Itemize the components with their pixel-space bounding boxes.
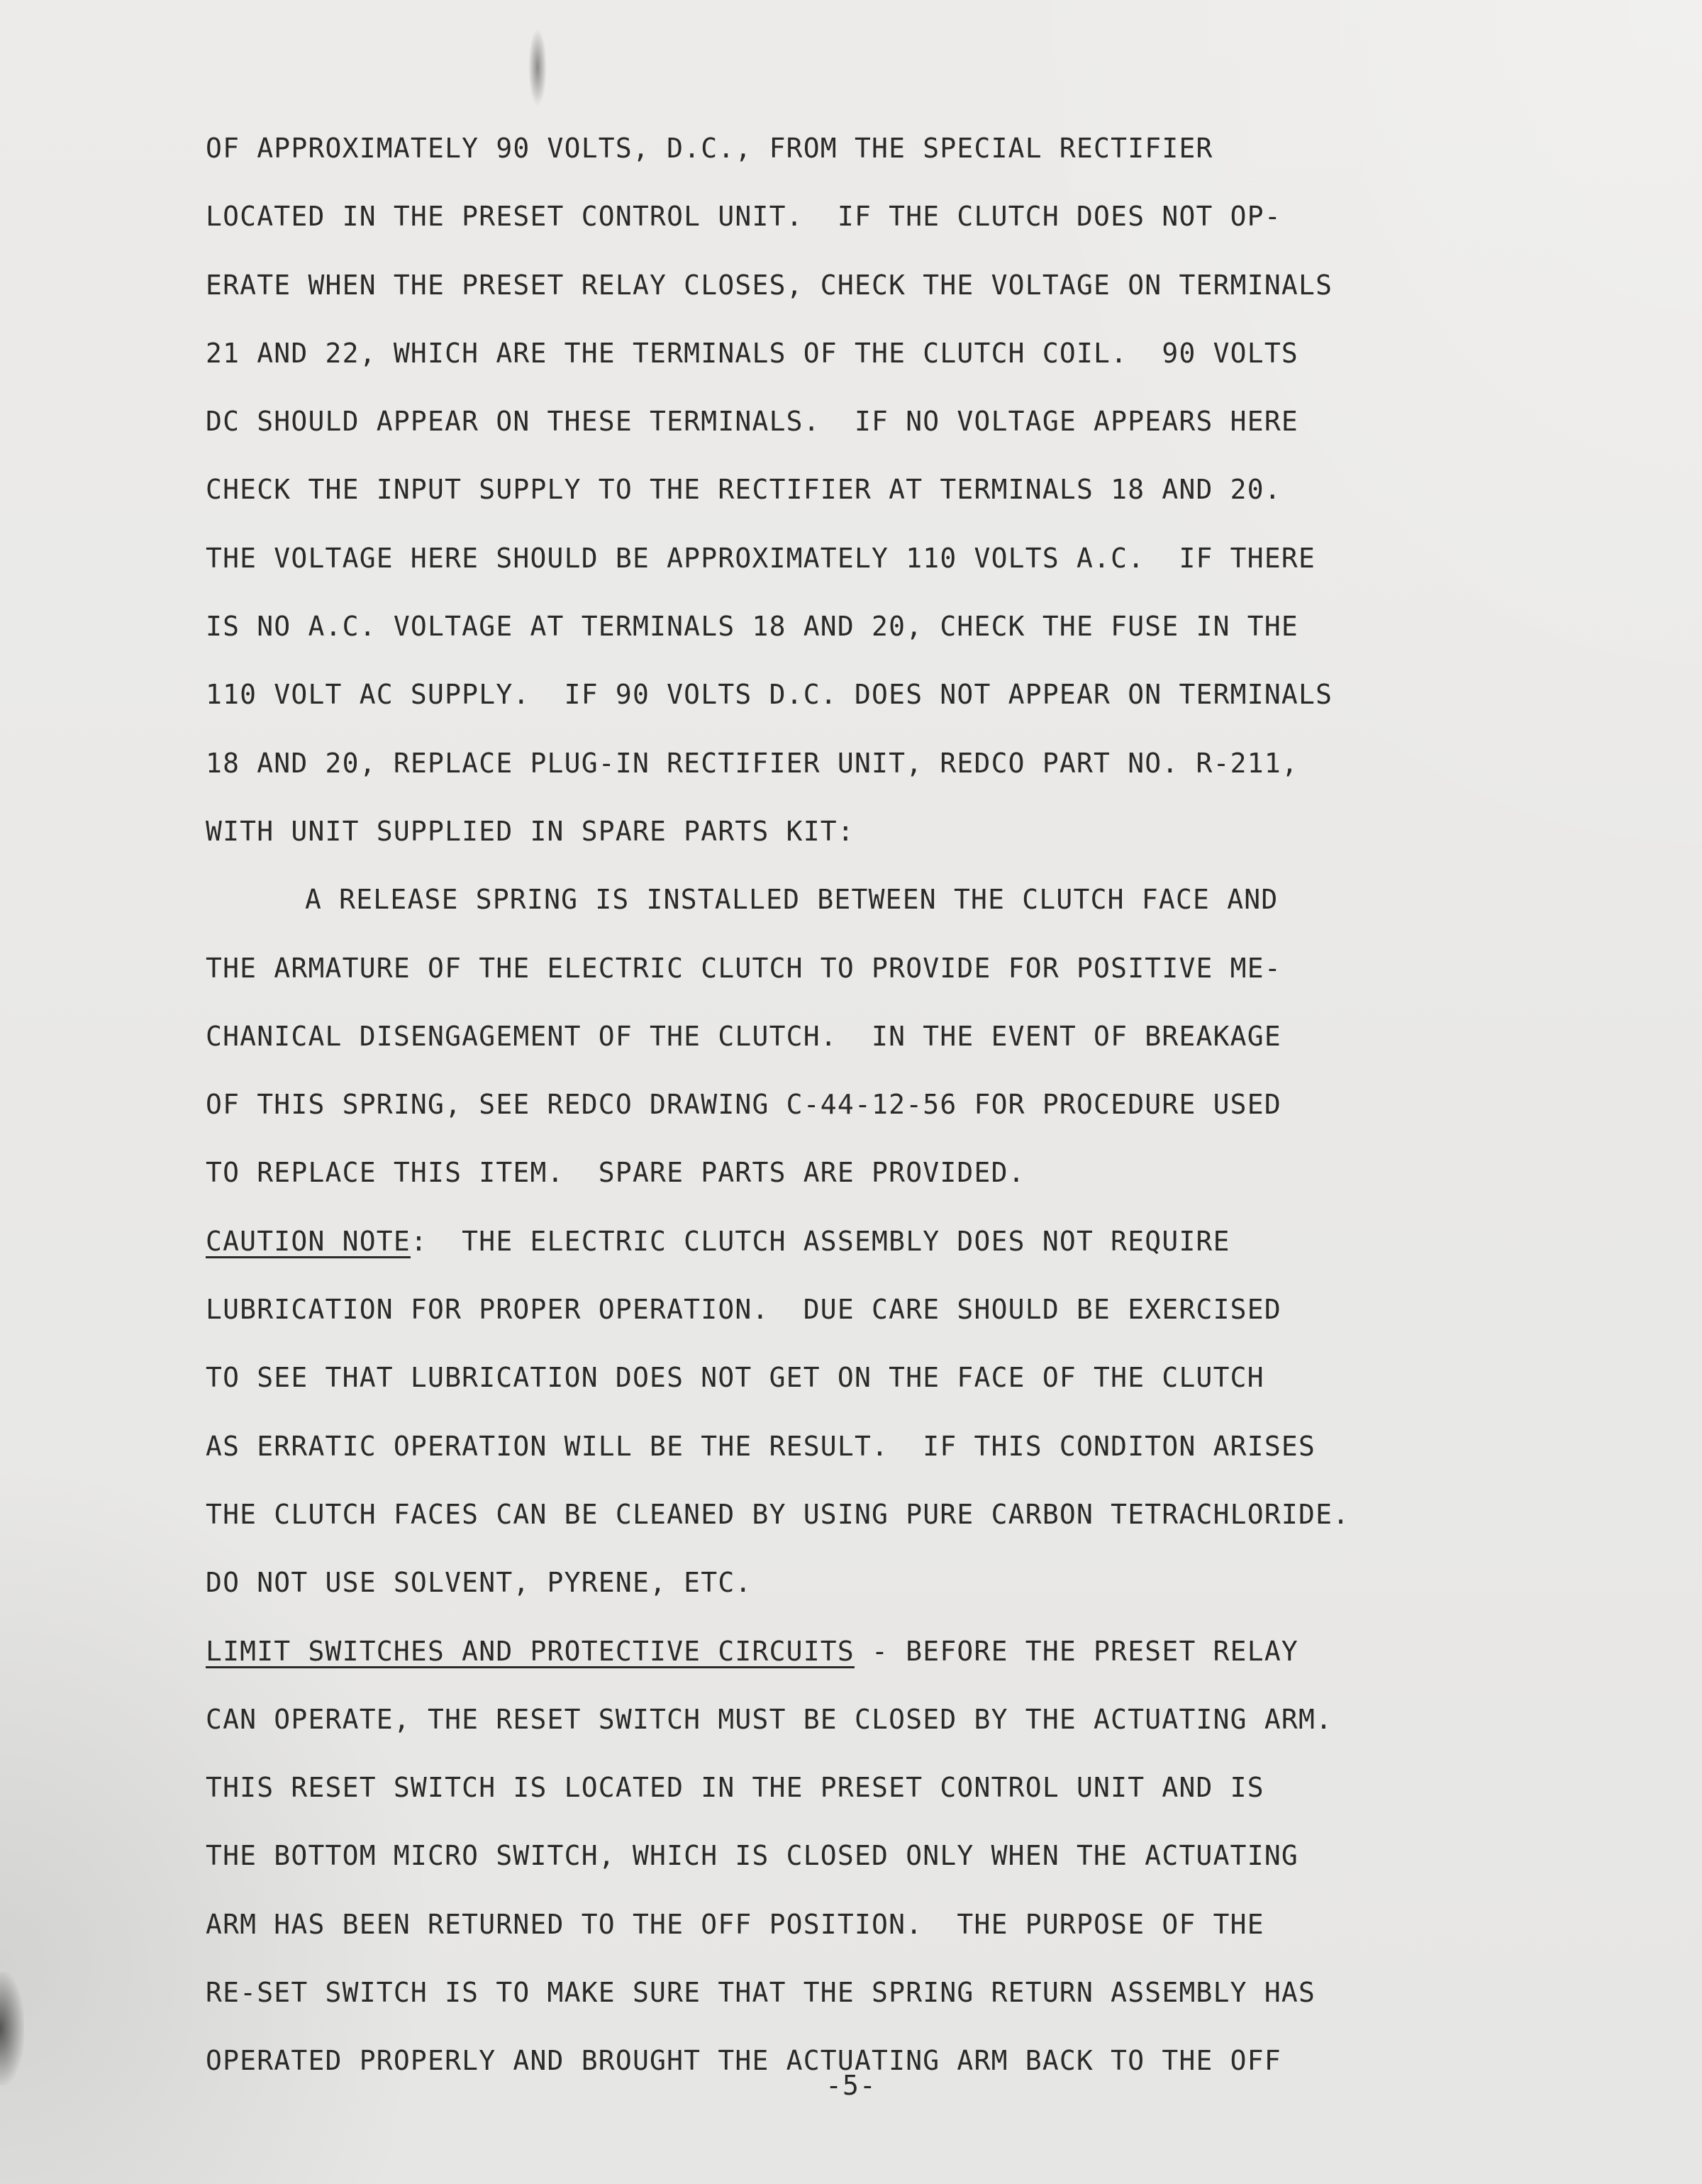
text-line: 18 AND 20, REPLACE PLUG-IN RECTIFIER UNIT, REDCO PART NO. R-211, <box>206 747 1298 779</box>
text-line: LUBRICATION FOR PROPER OPERATION. DUE CARE SHOULD BE EXERCISED <box>206 1294 1281 1326</box>
text-line: THE VOLTAGE HERE SHOULD BE APPROXIMATELY 110 VOLTS A.C. IF THERE <box>206 542 1316 574</box>
text-line: LOCATED IN THE PRESET CONTROL UNIT. IF THE CLUTCH DOES NOT OP- <box>206 201 1281 233</box>
text-line: TO REPLACE THIS ITEM. SPARE PARTS ARE PROVIDED. <box>206 1157 1025 1189</box>
text-line: DO NOT USE SOLVENT, PYRENE, ETC. <box>206 1567 752 1599</box>
text-line: DC SHOULD APPEAR ON THESE TERMINALS. IF NO VOLTAGE APPEARS HERE <box>206 406 1298 438</box>
ink-smudge <box>528 28 547 106</box>
edge-mark <box>0 1972 24 2085</box>
text-line: 110 VOLT AC SUPPLY. IF 90 VOLTS D.C. DOES NOT APPEAR ON TERMINALS <box>206 679 1333 711</box>
text-line: OPERATED PROPERLY AND BROUGHT THE ACTUATING ARM BACK TO THE OFF <box>206 2045 1281 2077</box>
body-text <box>206 126 1567 2107</box>
text-line: OF THIS SPRING, SEE REDCO DRAWING C-44-12-56 FOR PROCEDURE USED <box>206 1089 1281 1121</box>
limit-switches-text: - BEFORE THE PRESET RELAY <box>854 1635 1298 1667</box>
paragraph-start-line: A RELEASE SPRING IS INSTALLED BETWEEN THE CLUTCH FACE AND <box>305 884 1279 916</box>
text-line: TO SEE THAT LUBRICATION DOES NOT GET ON THE FACE OF THE CLUTCH <box>206 1362 1264 1394</box>
caution-note-text: THE ELECTRIC CLUTCH ASSEMBLY DOES NOT REQUIRE <box>462 1225 1230 1257</box>
text-line: RE-SET SWITCH IS TO MAKE SURE THAT THE SPRING RETURN ASSEMBLY HAS <box>206 1977 1316 2009</box>
text-line: CHANICAL DISENGAGEMENT OF THE CLUTCH. IN THE EVENT OF BREAKAGE <box>206 1020 1281 1052</box>
caution-note-heading: CAUTION NOTE <box>206 1225 411 1257</box>
text-line: THIS RESET SWITCH IS LOCATED IN THE PRESET CONTROL UNIT AND IS <box>206 1772 1264 1804</box>
text-line: OF APPROXIMATELY 90 VOLTS, D.C., FROM THE SPECIAL RECTIFIER <box>206 133 1213 164</box>
limit-switches-heading: LIMIT SWITCHES AND PROTECTIVE CIRCUITS <box>206 1635 855 1667</box>
text-line: THE CLUTCH FACES CAN BE CLEANED BY USING PURE CARBON TETRACHLORIDE. <box>206 1498 1350 1530</box>
text-line: ARM HAS BEEN RETURNED TO THE OFF POSITION. THE PURPOSE OF THE <box>206 1908 1264 1940</box>
text-line: CHECK THE INPUT SUPPLY TO THE RECTIFIER AT TERMINALS 18 AND 20. <box>206 474 1281 506</box>
text-line: THE ARMATURE OF THE ELECTRIC CLUTCH TO PROVIDE FOR POSITIVE ME- <box>206 952 1281 984</box>
text-line: WITH UNIT SUPPLIED IN SPARE PARTS KIT: <box>206 815 855 847</box>
limit-switches-line <box>206 1629 1567 1697</box>
page-number: -5- <box>825 2070 877 2101</box>
caution-note-colon: : <box>410 1225 462 1257</box>
text-line: CAN OPERATE, THE RESET SWITCH MUST BE CLOSED BY THE ACTUATING ARM. <box>206 1703 1333 1735</box>
text-line: IS NO A.C. VOLTAGE AT TERMINALS 18 AND 20, CHECK THE FUSE IN THE <box>206 611 1298 643</box>
text-line: THE BOTTOM MICRO SWITCH, WHICH IS CLOSED ONLY WHEN THE ACTUATING <box>206 1840 1298 1872</box>
text-line: AS ERRATIC OPERATION WILL BE THE RESULT. IF THIS CONDITON ARISES <box>206 1430 1316 1462</box>
text-line: ERATE WHEN THE PRESET RELAY CLOSES, CHECK THE VOLTAGE ON TERMINALS <box>206 269 1333 301</box>
text-line: 21 AND 22, WHICH ARE THE TERMINALS OF THE CLUTCH COIL. 90 VOLTS <box>206 337 1298 369</box>
caution-note-line <box>206 1219 1567 1287</box>
